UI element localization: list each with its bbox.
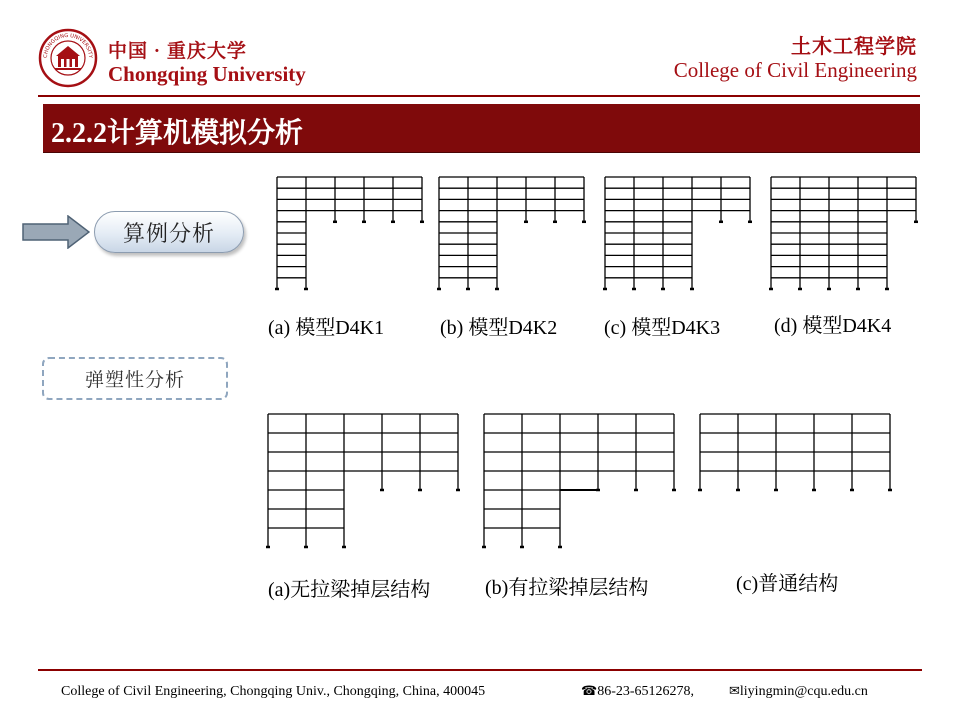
caption-model-d4k1: (a) 模型D4K1: [268, 317, 385, 339]
telephone-icon: ☎: [581, 684, 598, 699]
footer-phone: [581, 684, 729, 700]
footer-address: College of Civil Engineering, Chongqing Univ., Chongqing, China, 400045: [61, 684, 486, 699]
university-name-cn: 中国 · 重庆大学: [108, 41, 247, 62]
college-name-cn: 土木工程学院: [791, 36, 917, 58]
elastoplastic-analysis-button[interactable]: 弹塑性分析: [42, 357, 228, 400]
footer-divider: [38, 669, 922, 671]
phone-number: 86-23-65126278,: [597, 684, 695, 699]
footer-email[interactable]: [729, 684, 868, 700]
email-address: liyingmin@cqu.edu.cn: [739, 684, 868, 699]
footer: [61, 684, 921, 700]
university-name-en: Chongqing University: [108, 62, 306, 86]
svg-text:CHONGQING UNIVERSITY: CHONGQING UNIVERSITY: [42, 32, 94, 59]
envelope-icon: ✉: [729, 684, 740, 699]
caption-model-d4k2: (b) 模型D4K2: [440, 317, 558, 339]
caption-model-d4k4: (d) 模型D4K4: [774, 315, 892, 337]
slide-title: 2.2.2计算机模拟分析: [51, 118, 304, 149]
caption-with-tie-beam: (b)有拉梁掉层结构: [485, 577, 649, 599]
example-analysis-button[interactable]: 算例分析: [94, 211, 244, 253]
caption-no-tie-beam: (a)无拉梁掉层结构: [268, 579, 431, 601]
caption-regular-structure: (c)普通结构: [736, 573, 839, 595]
college-name-en: College of Civil Engineering: [673, 58, 917, 82]
caption-model-d4k3: (c) 模型D4K3: [604, 317, 721, 339]
